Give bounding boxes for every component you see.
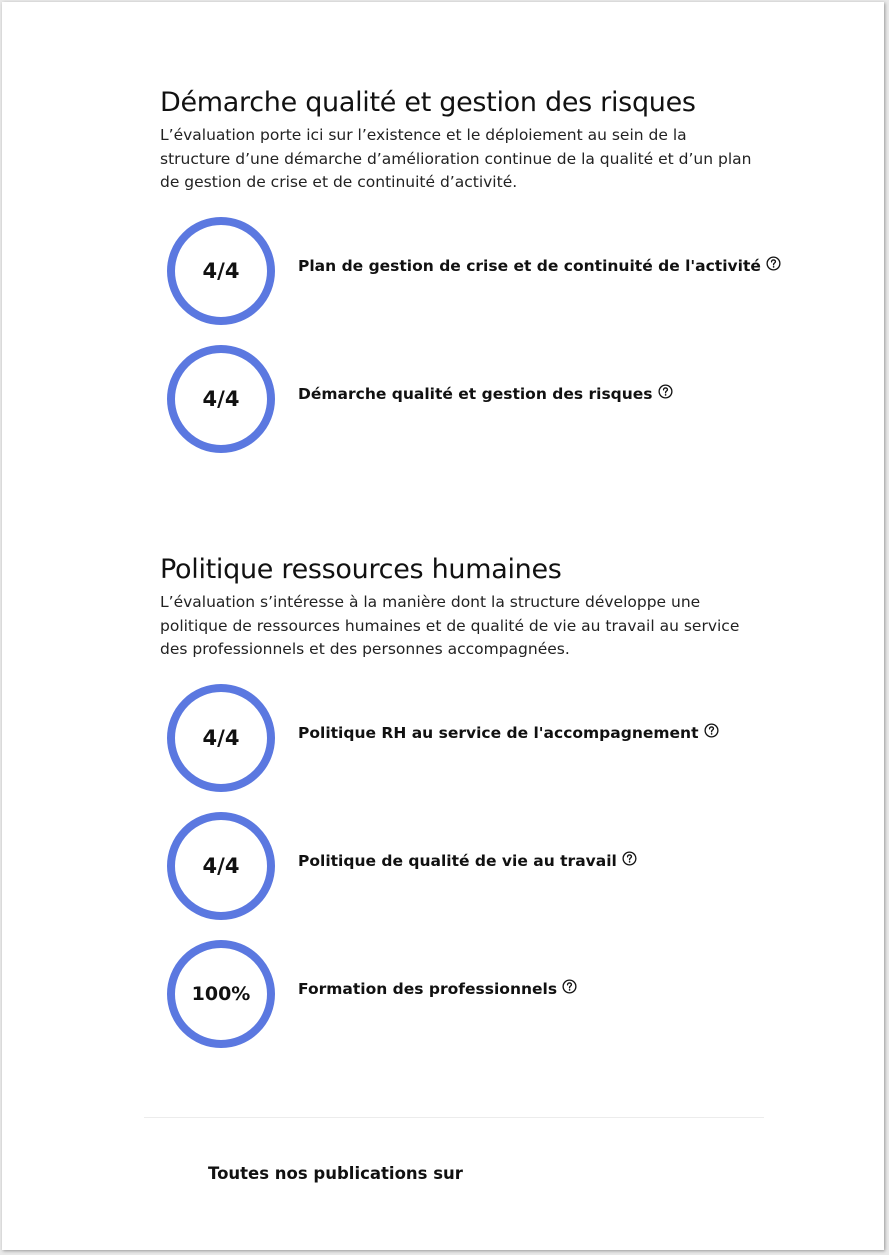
score-item: [166, 683, 766, 793]
section-quality-risk: [160, 86, 760, 195]
score-ring: [166, 811, 276, 921]
score-item-label-text: Politique RH au service de l'accompagnement: [298, 724, 699, 742]
score-item-label: [298, 724, 719, 742]
section-title: Démarche qualité et gestion des risques: [160, 87, 696, 118]
score-item: [166, 811, 766, 921]
score-item-label: [298, 980, 577, 998]
score-value: 4/4: [202, 726, 240, 750]
help-circle-icon[interactable]: [658, 384, 673, 399]
score-value: 4/4: [202, 259, 240, 283]
score-value: 4/4: [202, 854, 240, 878]
score-value: 100%: [191, 983, 251, 1005]
score-item-label: [298, 257, 781, 275]
score-item: [166, 939, 766, 1049]
help-circle-icon[interactable]: [622, 851, 637, 866]
section-hr-policy: [160, 553, 760, 662]
section-description: L’évaluation s’intéresse à la manière dont la structure développe une politique de ressources humaines et de qualité de vie au travail au service des professionnels et des personnes accompagnées.: [160, 593, 740, 658]
help-circle-icon[interactable]: [704, 723, 719, 738]
score-item-label-text: Formation des professionnels: [298, 980, 558, 998]
score-item-label: [298, 852, 637, 870]
score-ring: [166, 216, 276, 326]
publications-heading: Toutes nos publications sur: [208, 1164, 463, 1183]
score-item-label-text: Plan de gestion de crise et de continuité de l'activité: [298, 257, 761, 275]
score-item-label-text: Démarche qualité et gestion des risques: [298, 385, 653, 403]
score-ring: [166, 939, 276, 1049]
help-circle-icon[interactable]: [766, 256, 781, 271]
section-title: Politique ressources humaines: [160, 554, 562, 585]
score-ring: [166, 344, 276, 454]
score-ring: [166, 683, 276, 793]
score-item: [166, 216, 766, 326]
score-item-label-text: Politique de qualité de vie au travail: [298, 852, 617, 870]
section-description: L’évaluation porte ici sur l’existence et le déploiement au sein de la structure d’une démarche d’amélioration continue de la qualité et d’un plan de gestion de crise et de continuité d’activité.: [160, 126, 752, 191]
score-item: [166, 344, 766, 454]
page: [2, 2, 884, 1250]
footer-divider: [144, 1117, 764, 1118]
help-circle-icon[interactable]: [562, 979, 577, 994]
score-item-label: [298, 385, 673, 403]
score-value: 4/4: [202, 387, 240, 411]
